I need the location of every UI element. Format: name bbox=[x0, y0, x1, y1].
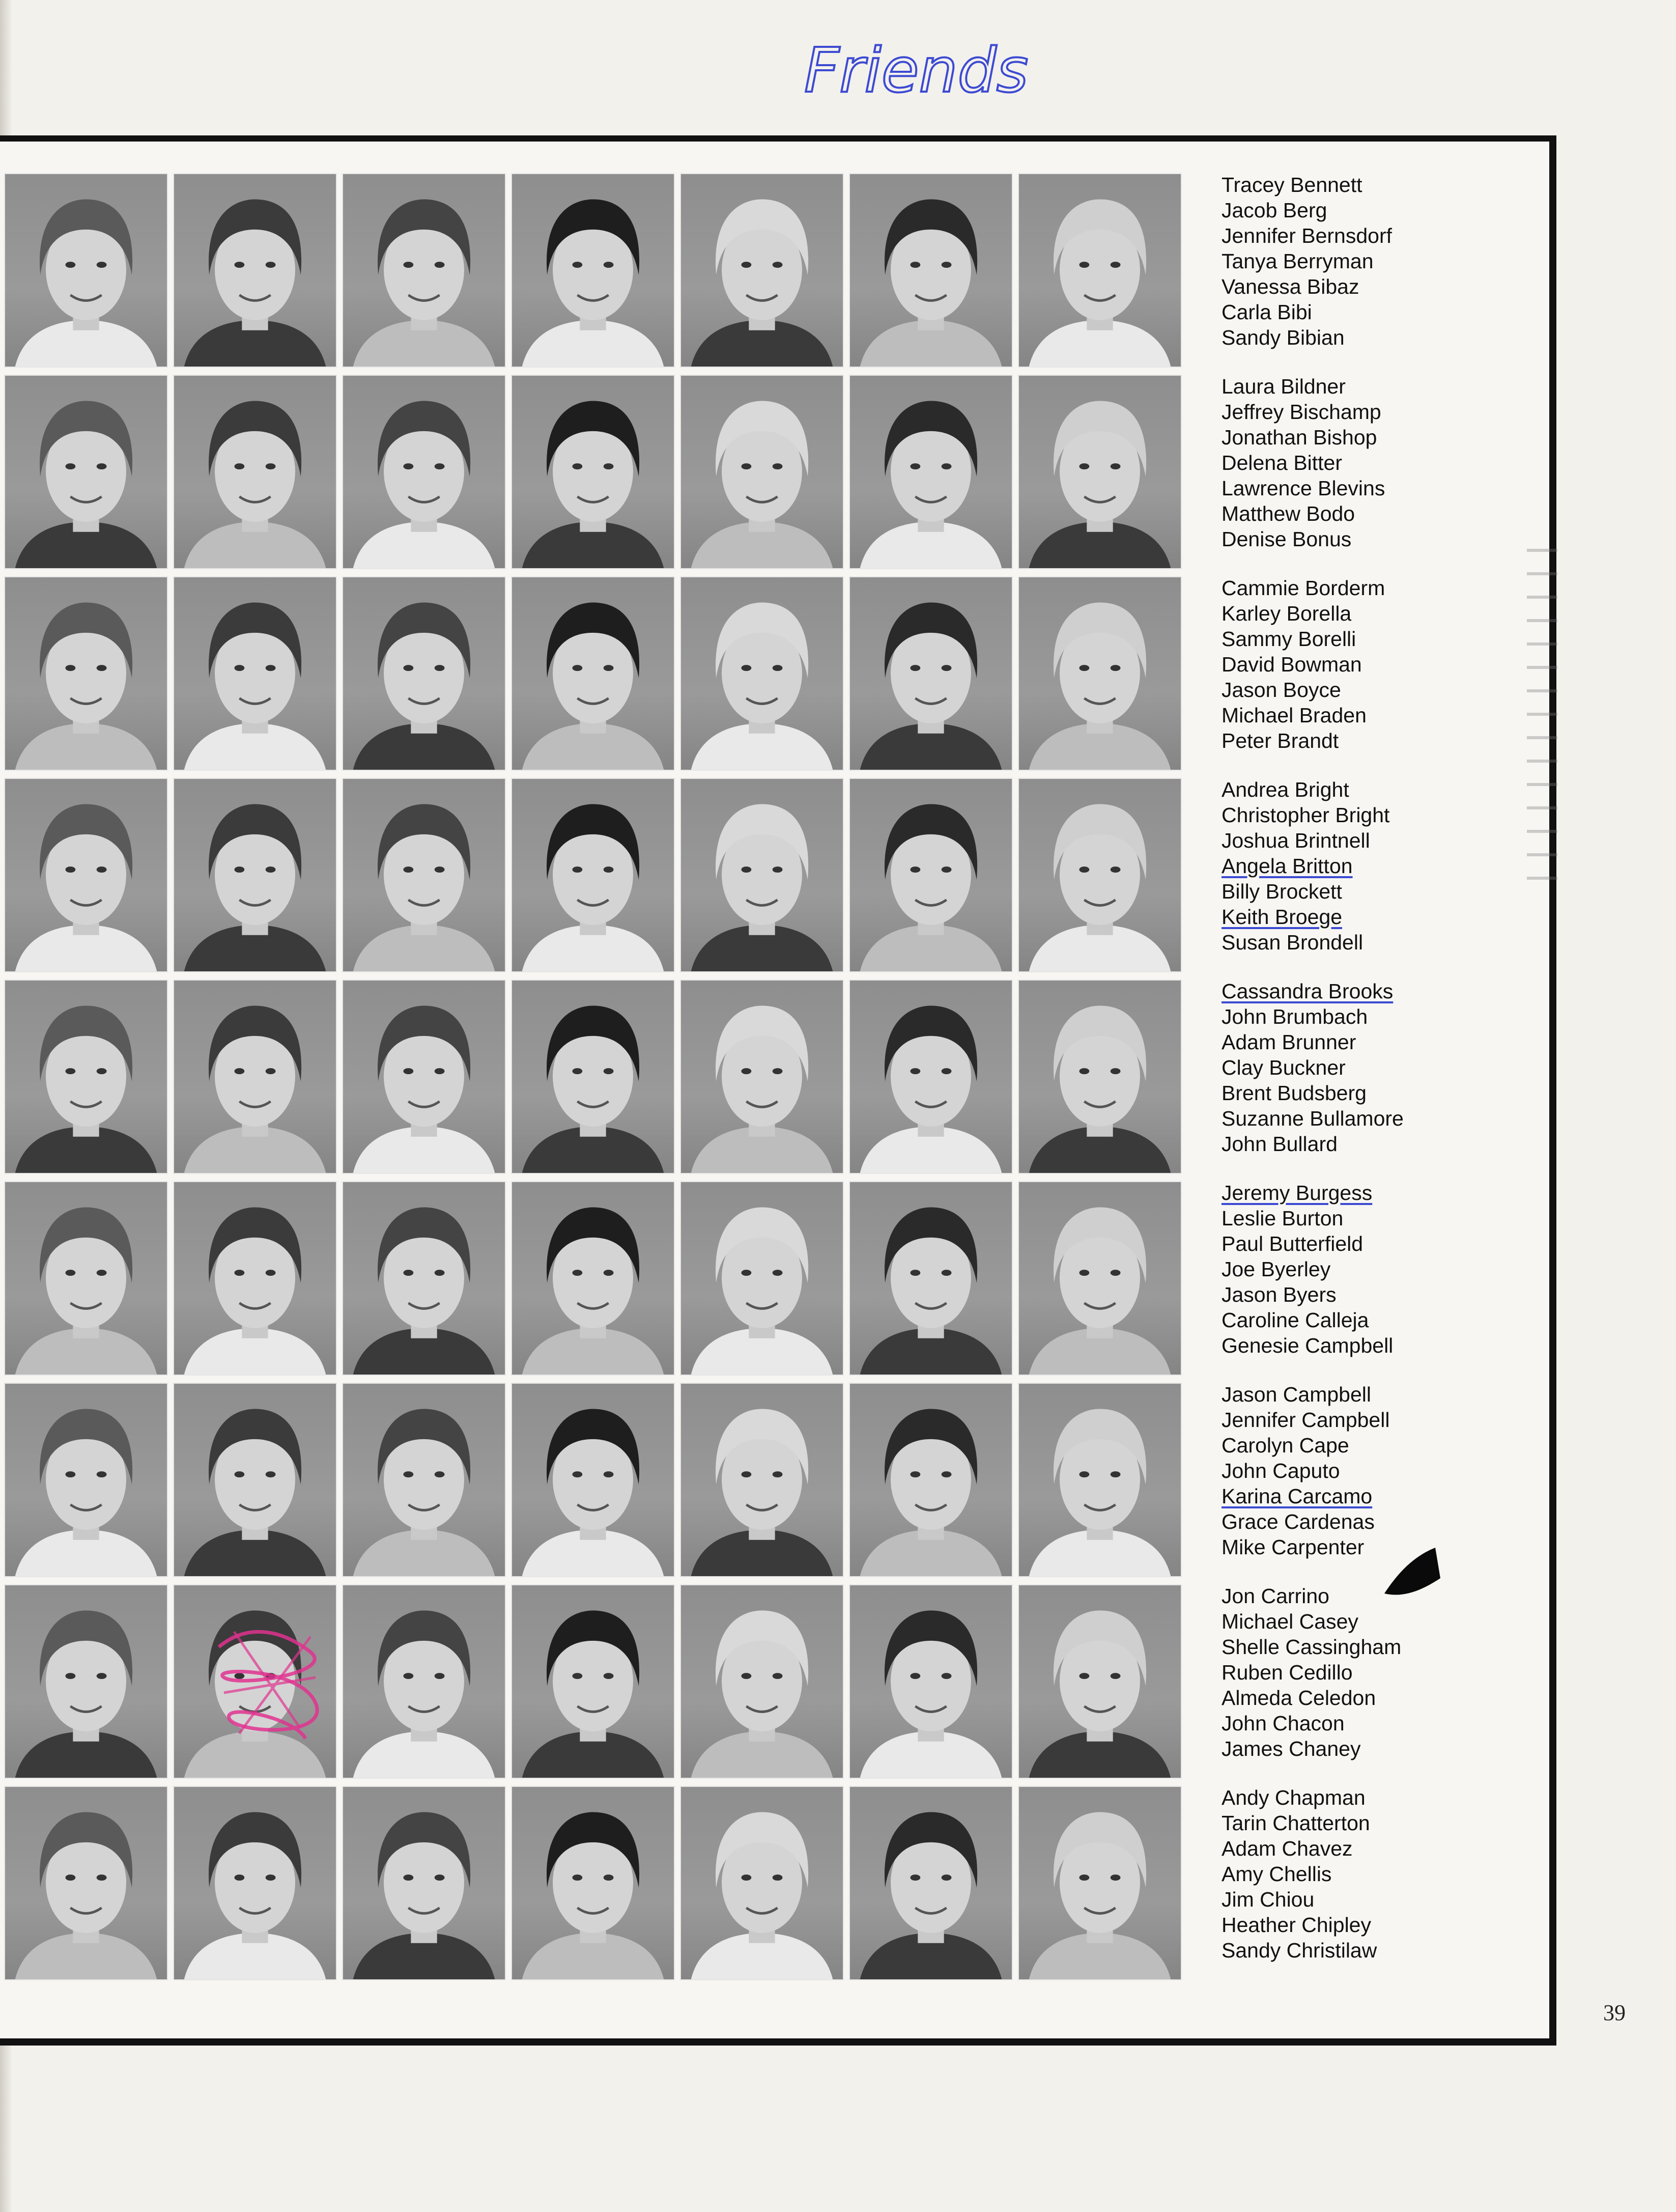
student-name: Joe Byerley bbox=[1222, 1257, 1331, 1281]
name-group bbox=[1222, 575, 1507, 753]
student-name: Michael Casey bbox=[1222, 1610, 1358, 1633]
student-name: Laura Bildner bbox=[1222, 375, 1346, 398]
student-name: Susan Brondell bbox=[1222, 931, 1363, 954]
student-portrait bbox=[342, 576, 506, 771]
student-name: John Bullard bbox=[1222, 1132, 1338, 1156]
student-portrait bbox=[680, 778, 844, 972]
name-group bbox=[1222, 1785, 1507, 1963]
student-name: Jason Campbell bbox=[1222, 1383, 1371, 1406]
page-number: 39 bbox=[1603, 2000, 1626, 2025]
student-name: Jonathan Bishop bbox=[1222, 426, 1377, 449]
student-name: Carolyn Cape bbox=[1222, 1434, 1349, 1457]
student-name: Karina Carcamo bbox=[1222, 1485, 1373, 1508]
student-portrait bbox=[4, 576, 168, 771]
student-portrait bbox=[680, 1383, 844, 1577]
student-portrait bbox=[342, 173, 506, 368]
student-name: Paul Butterfield bbox=[1222, 1232, 1363, 1255]
student-portrait bbox=[342, 1181, 506, 1376]
student-portrait bbox=[849, 173, 1013, 368]
student-portrait bbox=[1018, 778, 1182, 972]
name-group bbox=[1222, 374, 1507, 552]
student-name: Genesie Campbell bbox=[1222, 1334, 1394, 1357]
student-name: Leslie Burton bbox=[1222, 1207, 1344, 1230]
student-portrait bbox=[173, 173, 337, 368]
student-portrait bbox=[680, 1584, 844, 1779]
student-name: Cammie Borderm bbox=[1222, 576, 1385, 600]
student-portrait bbox=[342, 375, 506, 569]
name-group bbox=[1222, 1382, 1507, 1560]
student-portrait bbox=[1018, 1584, 1182, 1779]
student-name: Jason Boyce bbox=[1222, 678, 1341, 702]
pink-scribble-mark bbox=[209, 1616, 326, 1749]
student-name: Heather Chipley bbox=[1222, 1913, 1371, 1937]
student-portrait bbox=[342, 1383, 506, 1577]
student-name: Keith Broege bbox=[1222, 905, 1343, 929]
student-name: Brent Budsberg bbox=[1222, 1081, 1367, 1105]
student-name: Michael Braden bbox=[1222, 704, 1367, 727]
student-name: Adam Chavez bbox=[1222, 1837, 1353, 1860]
student-name: Andy Chapman bbox=[1222, 1786, 1366, 1809]
student-name: Christopher Bright bbox=[1222, 803, 1390, 827]
student-name: Ruben Cedillo bbox=[1222, 1661, 1353, 1684]
student-name: David Bowman bbox=[1222, 653, 1362, 676]
student-name: John Chacon bbox=[1222, 1712, 1345, 1735]
student-portrait bbox=[1018, 1786, 1182, 1980]
name-group bbox=[1222, 1180, 1507, 1358]
names-column bbox=[1222, 172, 1507, 1986]
student-portrait bbox=[342, 979, 506, 1174]
student-portrait bbox=[4, 1383, 168, 1577]
student-name: Tracey Bennett bbox=[1222, 173, 1362, 197]
student-portrait bbox=[342, 1786, 506, 1980]
student-portrait bbox=[511, 1383, 675, 1577]
photo-grid bbox=[4, 173, 1182, 1980]
student-portrait bbox=[680, 1786, 844, 1980]
name-group bbox=[1222, 978, 1507, 1157]
student-name: Sandy Christilaw bbox=[1222, 1939, 1377, 1962]
student-name: Jim Chiou bbox=[1222, 1888, 1315, 1911]
student-name: Jason Byers bbox=[1222, 1283, 1337, 1306]
student-portrait bbox=[342, 778, 506, 972]
student-name: Vanessa Bibaz bbox=[1222, 275, 1359, 298]
student-name: Tarin Chatterton bbox=[1222, 1811, 1370, 1835]
name-group bbox=[1222, 172, 1507, 350]
student-name: John Brumbach bbox=[1222, 1005, 1368, 1028]
student-name: Shelle Cassingham bbox=[1222, 1635, 1402, 1659]
student-portrait bbox=[1018, 173, 1182, 368]
student-portrait bbox=[511, 1786, 675, 1980]
student-name: Matthew Bodo bbox=[1222, 502, 1355, 525]
student-name: John Caputo bbox=[1222, 1459, 1340, 1482]
student-portrait bbox=[849, 778, 1013, 972]
name-group bbox=[1222, 1583, 1507, 1761]
student-name: Lawrence Blevins bbox=[1222, 477, 1385, 500]
student-name: Peter Brandt bbox=[1222, 729, 1339, 752]
student-name: Angela Britton bbox=[1222, 854, 1353, 878]
student-name: Jacob Berg bbox=[1222, 199, 1327, 222]
handwritten-title-text: Friends bbox=[804, 36, 1029, 106]
student-portrait bbox=[680, 576, 844, 771]
student-name: Grace Cardenas bbox=[1222, 1510, 1375, 1533]
student-portrait bbox=[4, 979, 168, 1174]
student-name: Mike Carpenter bbox=[1222, 1535, 1365, 1559]
student-name: Jeffrey Bischamp bbox=[1222, 400, 1381, 424]
student-portrait bbox=[849, 576, 1013, 771]
student-portrait bbox=[1018, 1181, 1182, 1376]
student-name: Delena Bitter bbox=[1222, 451, 1343, 474]
student-portrait bbox=[511, 173, 675, 368]
student-portrait bbox=[1018, 979, 1182, 1174]
student-name: Karley Borella bbox=[1222, 602, 1352, 625]
student-portrait bbox=[4, 1584, 168, 1779]
student-portrait bbox=[849, 375, 1013, 569]
name-group bbox=[1222, 777, 1507, 955]
student-name: Adam Brunner bbox=[1222, 1030, 1356, 1054]
student-name: Cassandra Brooks bbox=[1222, 979, 1394, 1003]
student-name: Tanya Berryman bbox=[1222, 249, 1374, 273]
student-name: Jennifer Campbell bbox=[1222, 1408, 1390, 1432]
student-portrait bbox=[680, 173, 844, 368]
student-portrait bbox=[849, 1383, 1013, 1577]
student-portrait bbox=[4, 1786, 168, 1980]
student-name: Jon Carrino bbox=[1222, 1584, 1329, 1608]
student-name: Joshua Brintnell bbox=[1222, 829, 1370, 852]
student-name: Jeremy Burgess bbox=[1222, 1181, 1373, 1205]
student-name: Sammy Borelli bbox=[1222, 627, 1356, 651]
yearbook-frame bbox=[0, 135, 1556, 2046]
student-portrait bbox=[4, 778, 168, 972]
student-portrait bbox=[1018, 576, 1182, 771]
student-portrait bbox=[4, 1181, 168, 1376]
student-name: Clay Buckner bbox=[1222, 1056, 1346, 1079]
student-portrait bbox=[511, 979, 675, 1174]
student-name: Suzanne Bullamore bbox=[1222, 1107, 1404, 1130]
student-portrait bbox=[173, 979, 337, 1174]
student-portrait bbox=[173, 576, 337, 771]
student-name: Amy Chellis bbox=[1222, 1862, 1332, 1886]
student-portrait bbox=[680, 375, 844, 569]
student-name: Caroline Calleja bbox=[1222, 1308, 1369, 1332]
student-name: Denise Bonus bbox=[1222, 527, 1352, 551]
ink-blot bbox=[1374, 1548, 1445, 1604]
student-name: James Chaney bbox=[1222, 1737, 1361, 1760]
student-portrait bbox=[680, 1181, 844, 1376]
student-portrait bbox=[511, 576, 675, 771]
student-portrait bbox=[173, 1383, 337, 1577]
student-portrait bbox=[511, 778, 675, 972]
student-portrait bbox=[849, 979, 1013, 1174]
student-portrait bbox=[173, 1181, 337, 1376]
student-portrait bbox=[511, 1181, 675, 1376]
student-portrait bbox=[4, 173, 168, 368]
student-portrait bbox=[1018, 1383, 1182, 1577]
student-portrait bbox=[173, 1786, 337, 1980]
student-portrait bbox=[511, 375, 675, 569]
student-portrait bbox=[680, 979, 844, 1174]
student-portrait bbox=[511, 1584, 675, 1779]
student-portrait bbox=[1018, 375, 1182, 569]
student-portrait bbox=[173, 778, 337, 972]
student-portrait bbox=[342, 1584, 506, 1779]
handwritten-title bbox=[794, 15, 1079, 117]
student-portrait bbox=[849, 1181, 1013, 1376]
show-through-text bbox=[1527, 528, 1557, 885]
student-name: Billy Brockett bbox=[1222, 880, 1342, 903]
student-portrait bbox=[849, 1584, 1013, 1779]
student-portrait bbox=[173, 375, 337, 569]
student-name: Jennifer Bernsdorf bbox=[1222, 224, 1393, 247]
student-name: Andrea Bright bbox=[1222, 778, 1349, 801]
student-portrait bbox=[4, 375, 168, 569]
student-name: Carla Bibi bbox=[1222, 300, 1312, 324]
student-name: Sandy Bibian bbox=[1222, 326, 1345, 349]
student-name: Almeda Celedon bbox=[1222, 1686, 1376, 1710]
student-portrait bbox=[849, 1786, 1013, 1980]
